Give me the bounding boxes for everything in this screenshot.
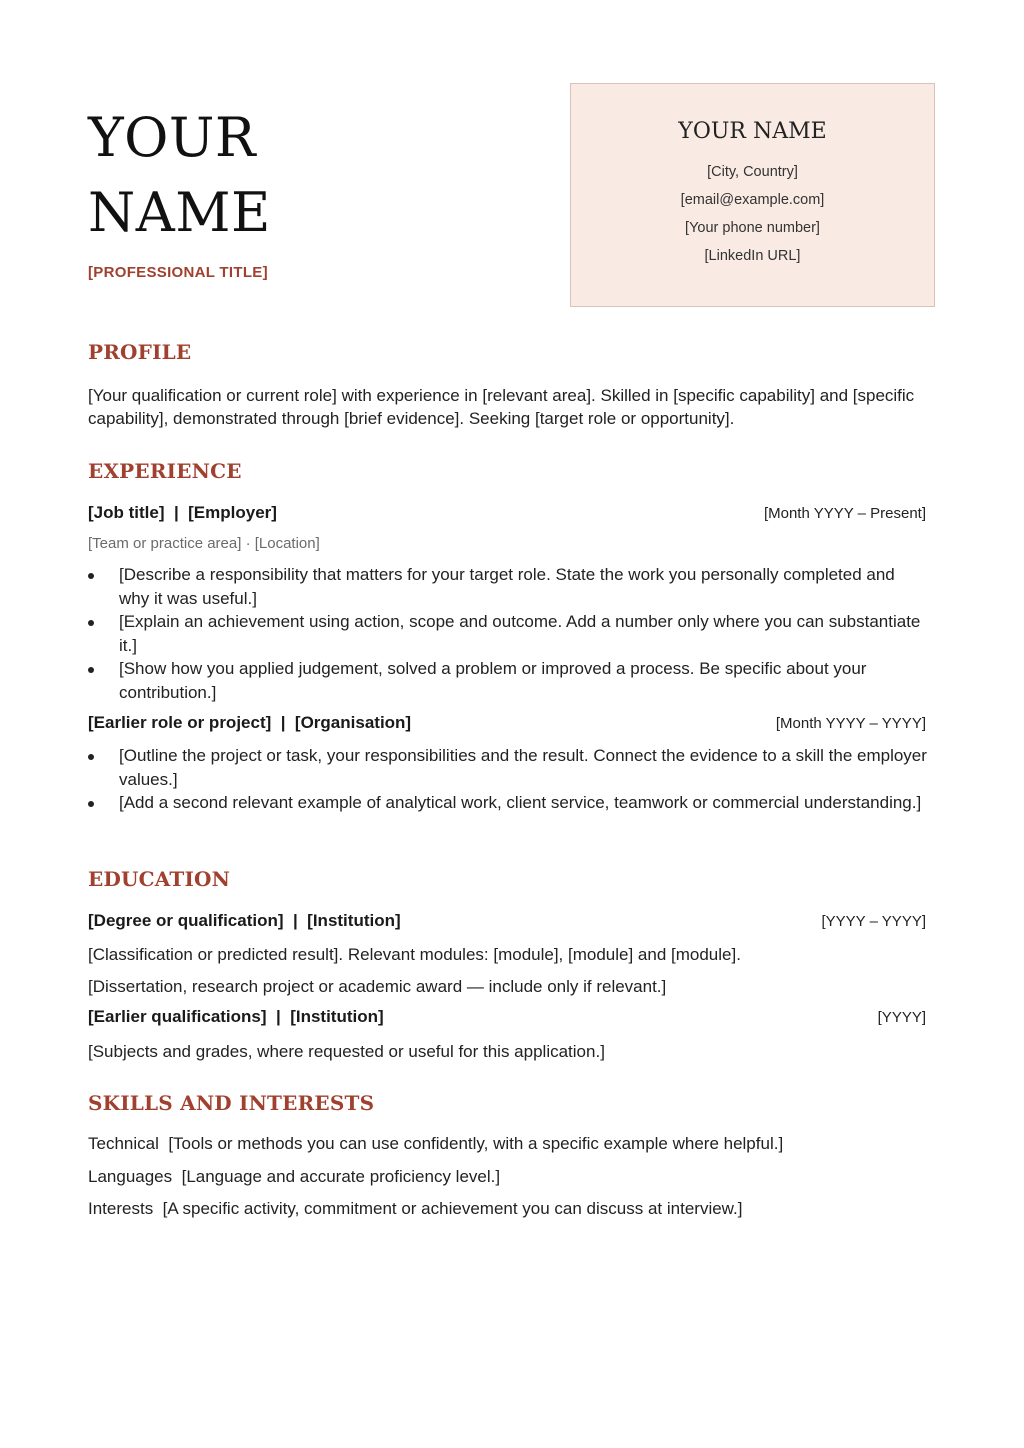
contact-linkedin: [LinkedIn URL] xyxy=(704,248,801,264)
skill-text: [A specific activity, commitment or achievement you can discuss at interview.] xyxy=(162,1199,743,1218)
skills-heading: SKILLS AND INTERESTS xyxy=(88,1091,375,1115)
skill-text: [Tools or methods you can use confidently, with a specific example where helpful.] xyxy=(168,1134,784,1153)
list-item xyxy=(88,610,928,657)
skill-text: [Language and accurate proficiency level.] xyxy=(181,1167,501,1186)
education-entry-1-header xyxy=(88,911,926,935)
bullet-text: [Describe a responsibility that matters for your target role. State the work you personally completed and why it was useful.] xyxy=(119,565,895,608)
entry-date: [YYYY – YYYY] xyxy=(821,913,926,930)
contact-city: [City, Country] xyxy=(707,164,798,180)
bullet-text: [Outline the project or task, your responsibilities and the result. Connect the evidence to a skill the employer values.] xyxy=(119,746,927,789)
experience-entry-1-header xyxy=(88,503,926,527)
contact-phone: [Your phone number] xyxy=(685,220,820,236)
education-line: [Dissertation, research project or academic award — include only if relevant.] xyxy=(88,977,667,996)
experience-entry-1-bullets xyxy=(88,563,928,704)
bullet-text: [Explain an achievement using action, scope and outcome. Add a number only where you can substantiate it.] xyxy=(119,612,921,655)
list-item xyxy=(88,791,928,815)
contact-email: [email@example.com] xyxy=(680,192,825,208)
entry-date: [Month YYYY – Present] xyxy=(763,505,926,522)
education-line: [Subjects and grades, where requested or useful for this application.] xyxy=(88,1042,605,1061)
profile-heading: PROFILE xyxy=(88,340,192,364)
list-item xyxy=(88,657,928,704)
education-entry-2-header xyxy=(88,1007,926,1031)
skill-label: Technical xyxy=(88,1134,159,1153)
skill-row-technical xyxy=(88,1134,783,1154)
contact-box xyxy=(570,83,935,307)
experience-entry-2-header xyxy=(88,713,926,737)
education-heading: EDUCATION xyxy=(88,867,231,891)
entry-date: [YYYY] xyxy=(877,1009,926,1026)
resume-name-heading xyxy=(88,100,271,250)
name-line-1: YOUR xyxy=(88,106,257,169)
bullet-icon xyxy=(88,801,94,807)
bullet-text: [Add a second relevant example of analytical work, client service, teamwork or commercial understanding.] xyxy=(119,793,922,812)
education-line: [Classification or predicted result]. Relevant modules: [module], [module] and [module]. xyxy=(88,945,741,964)
profile-text: [Your qualification or current role] with experience in [relevant area]. Skilled in [specific capability] and [specific capability], demonstrated through [brief evidence]. Seeking [target role or opportunity]. xyxy=(88,386,915,428)
entry-subtitle: [Team or practice area] · [Location] xyxy=(88,535,320,552)
bullet-icon xyxy=(88,573,94,579)
professional-title: [PROFESSIONAL TITLE] xyxy=(88,264,268,281)
bullet-icon xyxy=(88,754,94,760)
list-item xyxy=(88,563,928,610)
bullet-icon xyxy=(88,620,94,626)
skill-label: Languages xyxy=(88,1167,173,1186)
bullet-text: [Show how you applied judgement, solved a problem or improved a process. Be specific about your contribution.] xyxy=(119,659,867,702)
entry-date: [Month YYYY – YYYY] xyxy=(775,715,926,732)
list-item xyxy=(88,744,928,791)
skill-row-interests xyxy=(88,1199,742,1219)
entry-title: [Degree or qualification] | [Institution] xyxy=(88,911,401,930)
experience-heading: EXPERIENCE xyxy=(88,459,242,483)
skill-label: Interests xyxy=(88,1199,154,1218)
entry-title: [Earlier qualifications] | [Institution] xyxy=(88,1007,384,1026)
entry-title: [Job title] | [Employer] xyxy=(88,503,277,522)
skill-row-languages xyxy=(88,1167,500,1187)
bullet-icon xyxy=(88,667,94,673)
name-line-2: NAME xyxy=(88,181,271,244)
experience-entry-2-bullets xyxy=(88,744,928,815)
contact-lines xyxy=(571,158,934,270)
contact-name: YOUR NAME xyxy=(678,119,827,144)
entry-title: [Earlier role or project] | [Organisation] xyxy=(88,713,412,732)
